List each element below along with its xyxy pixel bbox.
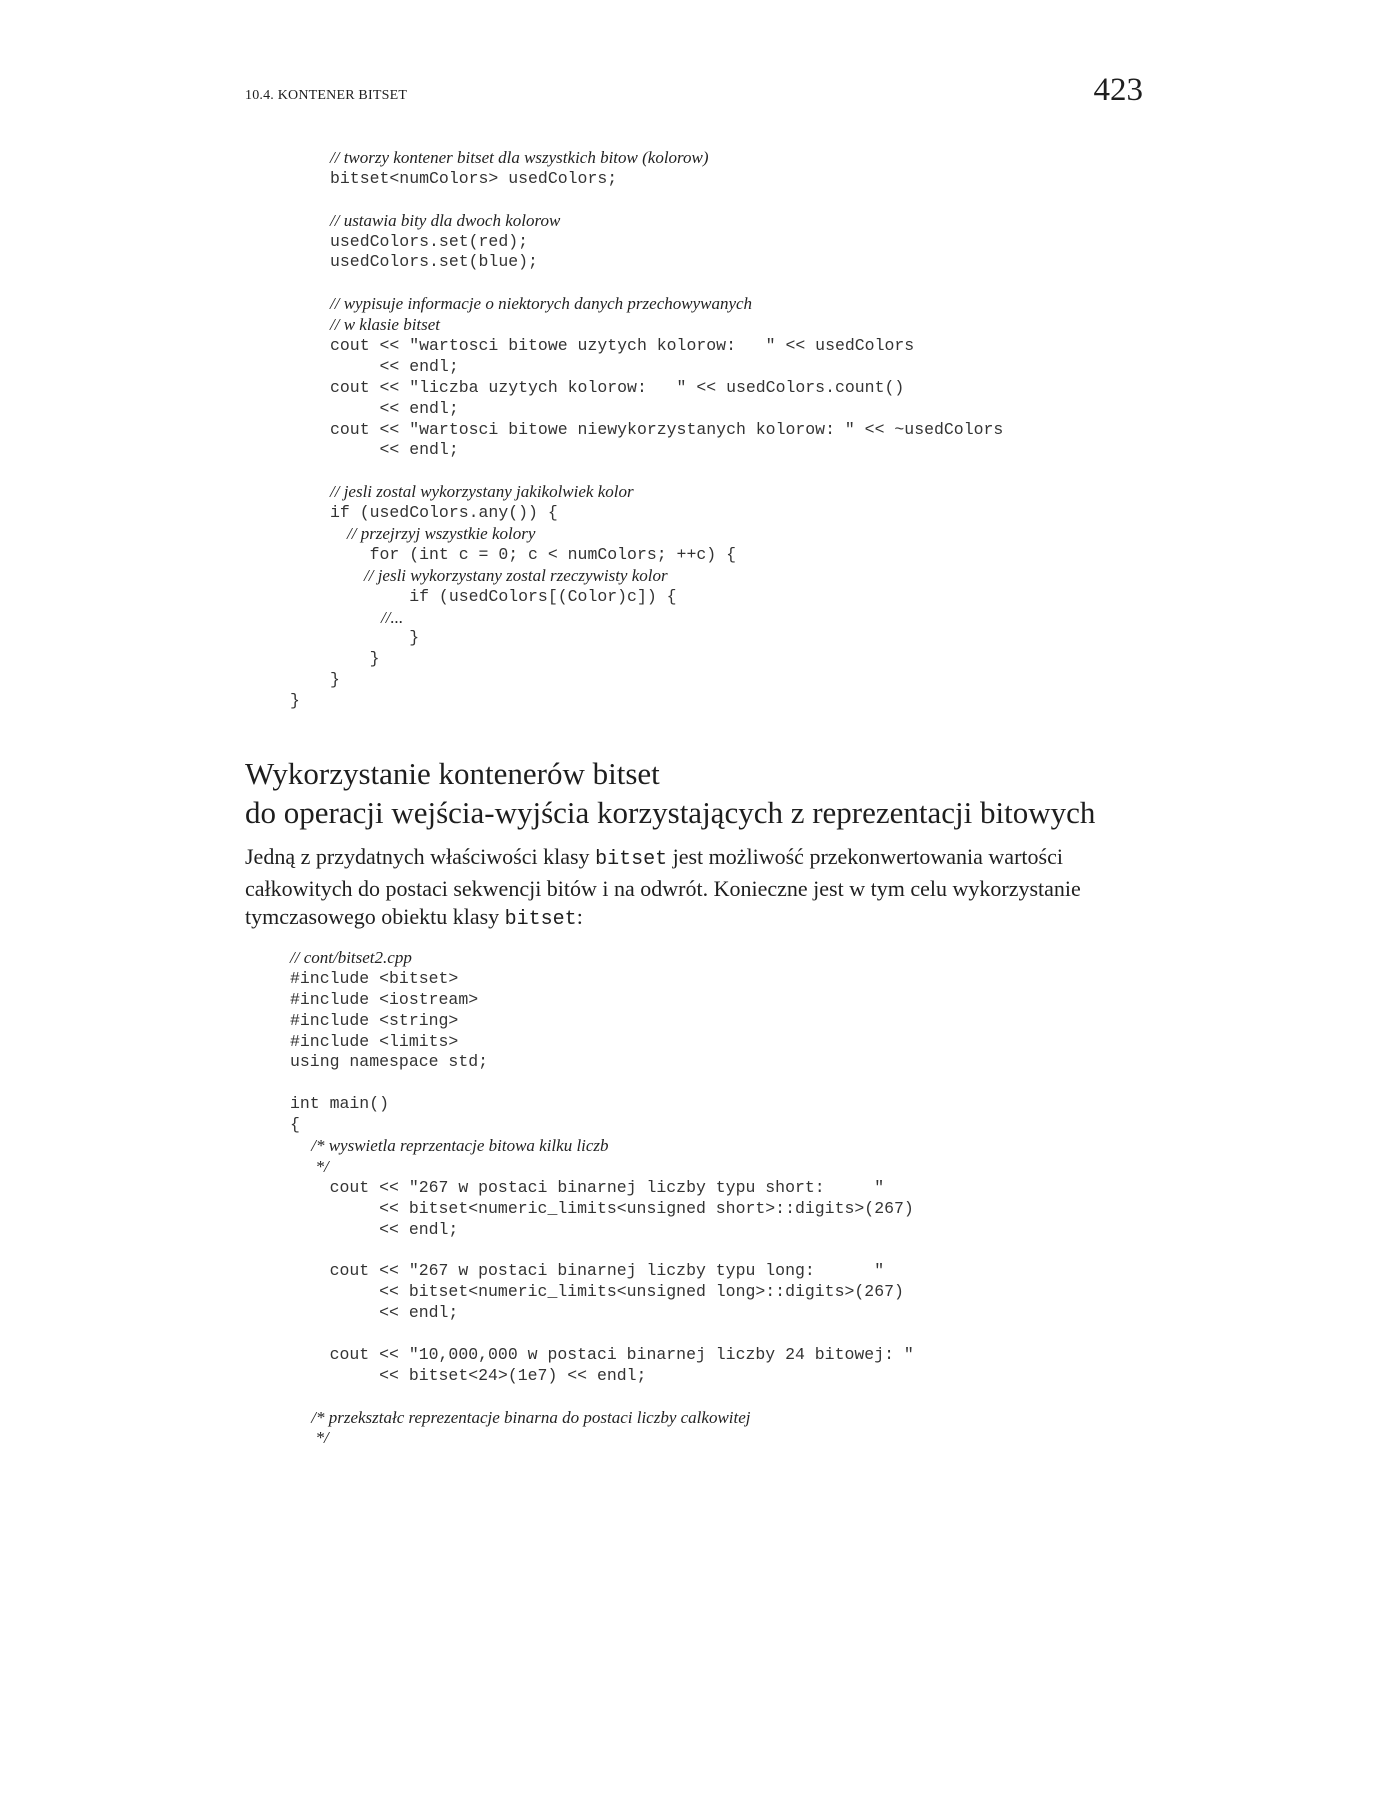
code-comment-line: // jesli wykorzystany zostal rzeczywisty kolor <box>330 565 668 585</box>
code-line: } <box>330 670 340 690</box>
code-line: int main() <box>290 1094 390 1114</box>
code-line: usedColors.set(red); <box>330 231 529 251</box>
code-line: cout << "wartosci bitowe niewykorzystanych kolorow: " << ~usedColors <box>330 419 1004 439</box>
code-line: << endl; <box>330 398 459 418</box>
paragraph-text-3: : <box>576 904 583 929</box>
section-heading-line-2: do operacji wejścia-wyjścia korzystających z reprezentacji bitowych <box>245 795 1096 830</box>
code-line: #include <bitset> <box>290 968 459 988</box>
code-comment-line: // ustawia bity dla dwoch kolorow <box>330 210 561 230</box>
code-line: cout << "267 w postaci binarnej liczby typu long: " <box>290 1261 885 1281</box>
code-line <box>330 461 1003 482</box>
code-line <box>290 1324 914 1345</box>
code-line: << bitset<numeric_limits<unsigned short>::digits>(267) <box>290 1198 914 1218</box>
code-comment-line: */ <box>290 1156 329 1176</box>
code-line <box>290 1073 914 1094</box>
code-line: for (int c = 0; c < numColors; ++c) { <box>330 544 736 564</box>
code-line <box>330 273 1003 294</box>
code-line: if (usedColors[(Color)c]) { <box>330 586 677 606</box>
code-line: << endl; <box>330 440 459 460</box>
code-line: #include <string> <box>290 1010 459 1030</box>
inline-code-bitset-1: bitset <box>595 848 668 871</box>
inline-code-bitset-2: bitset <box>504 908 577 931</box>
code-listing-color-usage <box>330 148 1003 691</box>
code-line: #include <limits> <box>290 1031 459 1051</box>
paragraph-text-1: Jedną z przydatnych właściwości klasy <box>245 844 596 869</box>
section-heading <box>245 754 1095 832</box>
code-comment-line: // cont/bitset2.cpp <box>290 948 412 967</box>
code-comment-line: /* wyswietla reprzentacje bitowa kilku liczb <box>290 1136 609 1156</box>
code-line: cout << "267 w postaci binarnej liczby typu short: " <box>290 1177 885 1197</box>
code-line: } <box>330 628 420 648</box>
code-line: usedColors.set(blue); <box>330 252 538 272</box>
code-closing-brace: } <box>290 691 300 710</box>
code-comment-line: // tworzy kontener bitset dla wszystkich bitow (kolorow) <box>330 148 709 167</box>
code-line <box>290 1240 914 1261</box>
running-head: 10.4. KONTENER BITSET <box>245 88 408 103</box>
code-line: bitset<numColors> usedColors; <box>330 168 618 188</box>
code-comment-line: // jesli zostal wykorzystany jakikolwiek kolor <box>330 482 634 502</box>
paragraph-text-2: jest możliwość przekonwertowania wartości całkowitych do postaci sekwencji bitów i na odwrót. Konieczne jest w tym celu wykorzystanie tymczasowego obiektu klasy <box>245 844 1081 929</box>
code-line: cout << "liczba uzytych kolorow: " << usedColors.count() <box>330 377 905 397</box>
code-line: #include <iostream> <box>290 989 479 1009</box>
code-line: << bitset<24>(1e7) << endl; <box>290 1365 647 1385</box>
code-line: << endl; <box>330 356 459 376</box>
code-line: if (usedColors.any()) { <box>330 503 558 523</box>
code-comment-line: */ <box>290 1428 329 1448</box>
code-line <box>330 190 1003 211</box>
code-line: << endl; <box>290 1303 459 1323</box>
code-line: << endl; <box>290 1219 459 1239</box>
code-line: { <box>290 1115 300 1135</box>
code-comment-line: // w klasie bitset <box>330 315 441 335</box>
section-heading-line-1: Wykorzystanie kontenerów bitset <box>245 756 660 791</box>
page-number: 423 <box>1093 72 1143 108</box>
code-comment-line: // przejrzyj wszystkie kolory <box>330 524 536 544</box>
code-line: } <box>330 649 380 669</box>
code-line: using namespace std; <box>290 1052 489 1072</box>
code-line: cout << "10,000,000 w postaci binarnej liczby 24 bitowej: " <box>290 1344 914 1364</box>
code-comment-line: /* przekształc reprezentacje binarna do postaci liczby calkowitej <box>290 1407 751 1427</box>
code-comment-line: //... <box>330 607 404 627</box>
code-line <box>290 1387 914 1408</box>
code-listing-bitset2 <box>290 948 914 1449</box>
code-comment-line: // wypisuje informacje o niektorych danych przechowywanych <box>330 294 753 314</box>
code-line: << bitset<numeric_limits<unsigned long>::digits>(267) <box>290 1282 904 1302</box>
body-paragraph <box>245 843 1150 935</box>
code-line: cout << "wartosci bitowe uzytych kolorow: " << usedColors <box>330 336 915 356</box>
